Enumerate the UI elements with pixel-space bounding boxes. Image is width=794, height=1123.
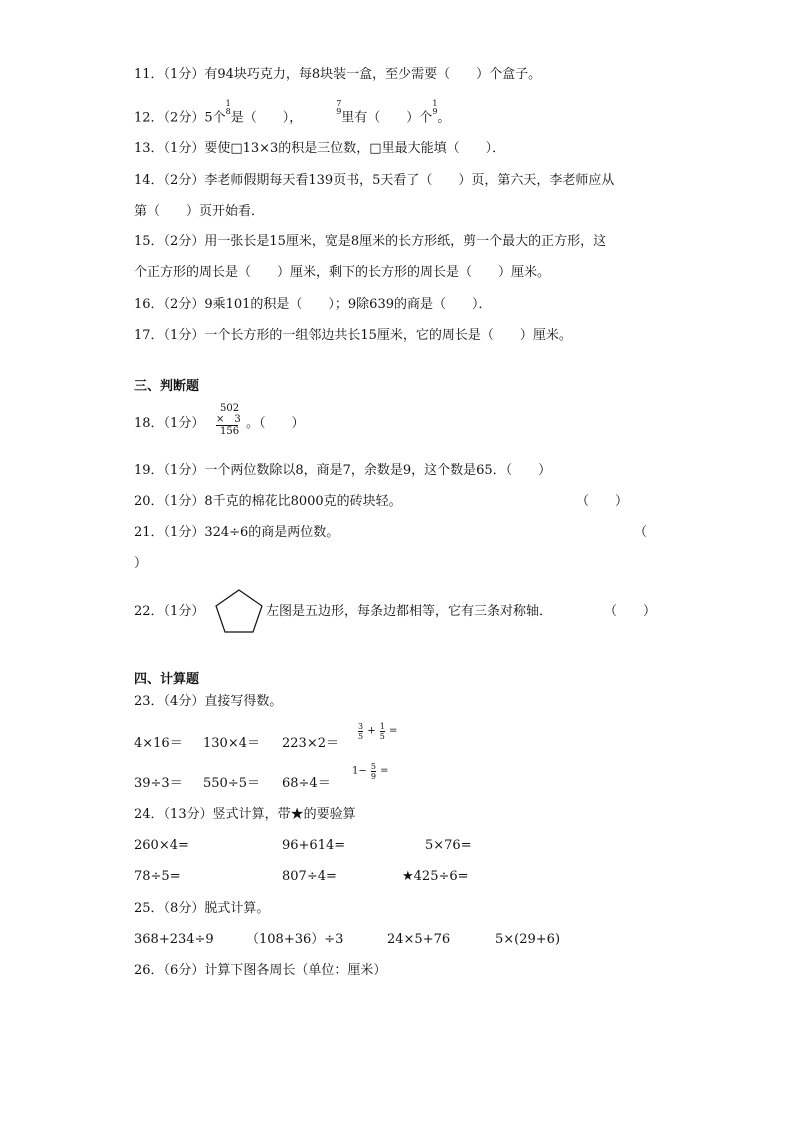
question-21: 21．（1分）324÷6的商是两位数。 bbox=[134, 525, 340, 540]
q23-fraction-c: $\frac{5}{9}$ bbox=[370, 762, 376, 781]
question-14-line-2: 第（ ）页开始看． bbox=[134, 204, 265, 219]
q25-item-3: 24×5+76 bbox=[387, 932, 451, 947]
pentagon-figure bbox=[213, 587, 265, 635]
question-22-text: 左图是五边形，每条边都相等，它有三条对称轴． bbox=[266, 604, 553, 619]
q25-item-4: 5×(29+6) bbox=[495, 932, 561, 947]
q18-prefix: 18．（1分） bbox=[134, 416, 205, 431]
q12-fraction-3: 1 9 bbox=[432, 99, 438, 116]
q12-fraction-2: 7 9 bbox=[336, 99, 342, 116]
q23-fraction-sum: $\frac{3}{5}$ + $\frac{1}{5}$ = bbox=[358, 722, 398, 741]
question-20: 20．（1分）8千克的棉花比8000克的砖块轻。 bbox=[134, 494, 402, 509]
question-24-title: 24．（13分）竖式计算，带★的要验算 bbox=[134, 807, 356, 822]
q22-answer-paren: （ ） bbox=[604, 604, 657, 619]
q23-item-2: 130×4＝ bbox=[203, 736, 260, 751]
q23-item-5: 550÷5＝ bbox=[203, 776, 260, 791]
q18-vertical-multiplication bbox=[216, 403, 241, 437]
q23-item-3: 223×2＝ bbox=[282, 736, 339, 751]
q18-multiplier: × 3 bbox=[216, 414, 241, 425]
question-14-line-1: 14．（2分）李老师假期每天看139页书，5天看了（ ）页，第六天，李老师应从 bbox=[134, 173, 615, 188]
question-25-title: 25．（8分）脱式计算。 bbox=[134, 901, 270, 916]
q12-text-4: 。 bbox=[437, 110, 451, 126]
q24-item-3: 5×76= bbox=[425, 838, 472, 853]
q12-fraction-1: 1 8 bbox=[225, 99, 231, 116]
section-4-heading: 四、计算题 bbox=[134, 672, 200, 687]
question-12 bbox=[134, 99, 451, 127]
q24-item-6: ★425÷6= bbox=[402, 869, 469, 884]
q23-fraction-a: $\frac{3}{5}$ bbox=[358, 722, 364, 741]
q12-text-3: 里有（ ）个 bbox=[341, 110, 433, 126]
q25-item-1: 368+234÷9 bbox=[134, 932, 214, 947]
q24-item-2: 96+614= bbox=[282, 838, 346, 853]
q12-text-1: 12．（2分）5个 bbox=[134, 110, 226, 126]
question-15-line-2: 个正方形的周长是（ ）厘米，剩下的长方形的周长是（ ）厘米。 bbox=[134, 265, 551, 280]
question-23-title: 23．（4分）直接写得数。 bbox=[134, 694, 283, 709]
question-11: 11．（1分）有94块巧克力，每8块装一盒，至少需要（ ）个盒子。 bbox=[134, 67, 542, 82]
q23-fraction-difference: $1- \frac{5}{9}$ = bbox=[352, 762, 389, 781]
q23-item-6: 68÷4＝ bbox=[282, 776, 331, 791]
question-19: 19．（1分）一个两位数除以8，商是7，余数是9，这个数是65．（ ） bbox=[134, 463, 552, 478]
question-15-line-1: 15．（2分）用一张长是15厘米，宽是8厘米的长方形纸，剪一个最大的正方形，这 bbox=[134, 234, 607, 249]
q23-fraction-b: $\frac{1}{5}$ bbox=[379, 722, 385, 741]
q24-item-1: 260×4= bbox=[134, 838, 189, 853]
q12-text-2: 是（ ）， bbox=[230, 110, 303, 126]
q25-item-2: （108+36）÷3 bbox=[246, 932, 344, 947]
section-3-heading: 三、判断题 bbox=[134, 379, 200, 394]
q21-paren-close: ） bbox=[134, 556, 148, 571]
question-26: 26．（6分）计算下图各周长（单位：厘米） bbox=[134, 963, 387, 978]
q24-item-5: 807÷4= bbox=[282, 869, 337, 884]
q18-product: 156 bbox=[220, 426, 240, 437]
question-13: 13．（1分）要使□13×3的积是三位数，□里最大能填（ ）． bbox=[134, 141, 506, 156]
q23-item-1: 4×16＝ bbox=[134, 736, 183, 751]
q24-item-4: 78÷5= bbox=[134, 869, 181, 884]
q22-prefix: 22．（1分） bbox=[134, 604, 205, 619]
question-17: 17．（1分）一个长方形的一组邻边共长15厘米，它的周长是（ ）厘米。 bbox=[134, 328, 572, 343]
q18-multiplicand: 502 bbox=[220, 403, 240, 414]
q23-item-4: 39÷3＝ bbox=[134, 776, 183, 791]
question-16: 16．（2分）9乘101的积是（ ）；9除639的商是（ ）． bbox=[134, 297, 492, 312]
q20-answer-paren: （ ） bbox=[576, 494, 629, 509]
q18-suffix: 。（ ） bbox=[246, 416, 305, 431]
q21-paren-open: （ bbox=[634, 525, 648, 540]
